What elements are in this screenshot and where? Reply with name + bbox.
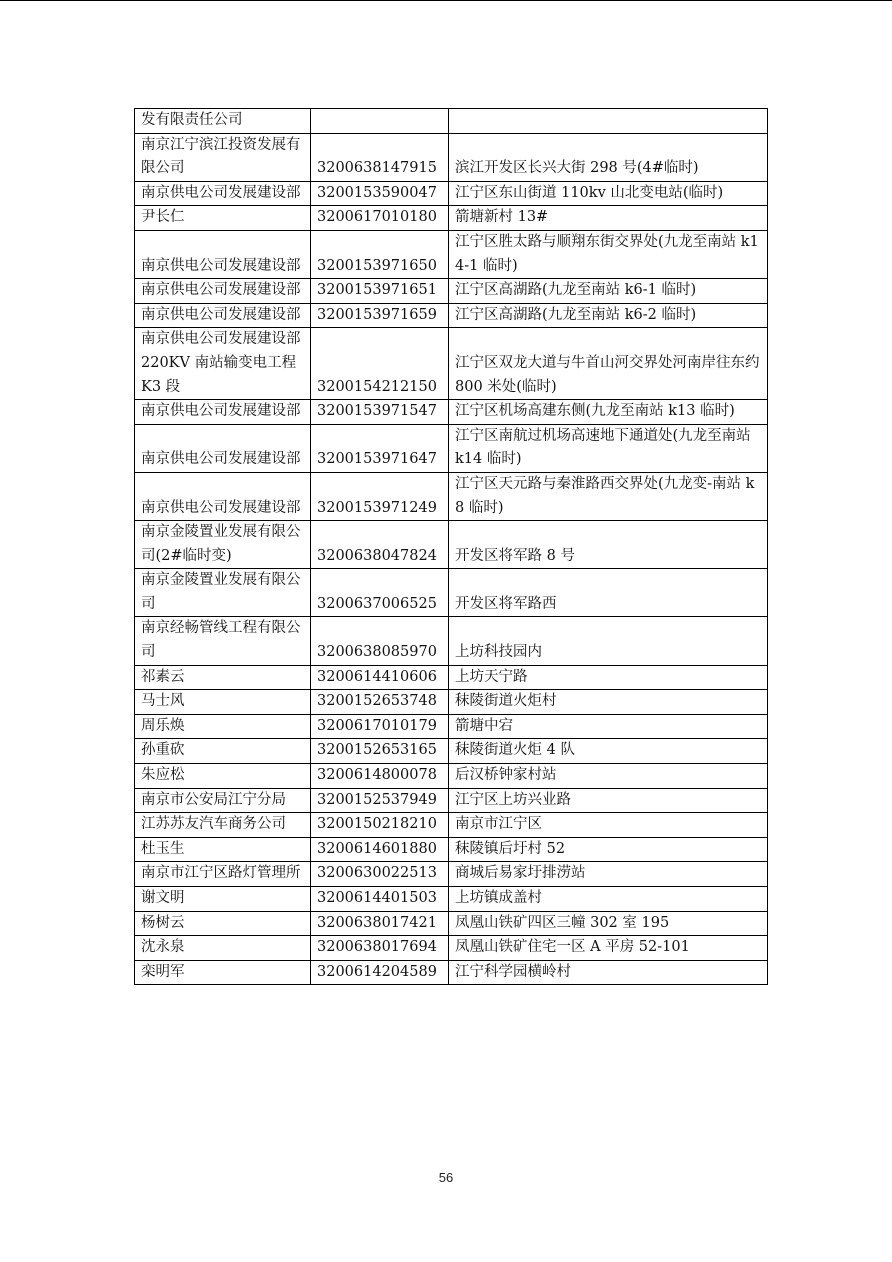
address-cell: 箭塘新村 13#	[449, 206, 768, 231]
top-border-line	[0, 0, 892, 1]
table-row	[135, 569, 768, 617]
account-code-cell: 3200153971647	[311, 424, 449, 472]
table-row	[135, 328, 768, 400]
address-cell: 上坊天宁路	[449, 665, 768, 690]
name-cell: 南京江宁滨江投资发展有限公司	[135, 133, 311, 181]
account-code-cell: 3200152653748	[311, 690, 449, 715]
account-code-cell	[311, 109, 449, 134]
name-cell: 尹长仁	[135, 206, 311, 231]
address-cell: 上坊镇成盖村	[449, 887, 768, 912]
table-row	[135, 206, 768, 231]
name-cell: 南京供电公司发展建设部	[135, 279, 311, 304]
name-cell: 南京供电公司发展建设部 220KV 南站输变电工程 K3 段	[135, 328, 311, 400]
account-code-cell: 3200614204589	[311, 960, 449, 985]
account-code-cell: 3200614800078	[311, 764, 449, 789]
address-cell: 商城后易家圩排涝站	[449, 862, 768, 887]
account-code-cell: 3200153971659	[311, 303, 449, 328]
account-code-cell: 3200638085970	[311, 617, 449, 665]
table-row	[135, 911, 768, 936]
address-cell: 箭塘中宕	[449, 714, 768, 739]
name-cell: 南京金陵置业发展有限公司(2#临时变)	[135, 521, 311, 569]
account-code-cell: 3200638047824	[311, 521, 449, 569]
table-row	[135, 862, 768, 887]
name-cell: 南京金陵置业发展有限公司	[135, 569, 311, 617]
table-row	[135, 521, 768, 569]
account-code-cell: 3200150218210	[311, 813, 449, 838]
name-cell: 南京市公安局江宁分局	[135, 788, 311, 813]
name-cell: 发有限责任公司	[135, 109, 311, 134]
table-row	[135, 936, 768, 961]
address-cell: 南京市江宁区	[449, 813, 768, 838]
table-row	[135, 230, 768, 278]
table-row	[135, 665, 768, 690]
table-row	[135, 133, 768, 181]
name-cell: 周乐焕	[135, 714, 311, 739]
address-cell: 上坊科技园内	[449, 617, 768, 665]
account-code-cell: 3200630022513	[311, 862, 449, 887]
address-cell: 江宁区天元路与秦淮路西交界处(九龙变-南站 k8 临时)	[449, 472, 768, 520]
address-cell: 滨江开发区长兴大街 298 号(4#临时)	[449, 133, 768, 181]
name-cell: 杨树云	[135, 911, 311, 936]
account-code-cell: 3200638147915	[311, 133, 449, 181]
account-code-cell: 3200638017694	[311, 936, 449, 961]
account-code-cell: 3200614401503	[311, 887, 449, 912]
name-cell: 马士风	[135, 690, 311, 715]
name-cell: 南京供电公司发展建设部	[135, 472, 311, 520]
address-cell: 江宁区上坊兴业路	[449, 788, 768, 813]
account-code-cell: 3200614410606	[311, 665, 449, 690]
address-cell: 开发区将军路 8 号	[449, 521, 768, 569]
customer-table	[134, 108, 768, 985]
table-row	[135, 279, 768, 304]
account-code-cell: 3200153971249	[311, 472, 449, 520]
table-row	[135, 400, 768, 425]
address-cell: 江宁区机场高建东侧(九龙至南站 k13 临时)	[449, 400, 768, 425]
name-cell: 南京供电公司发展建设部	[135, 400, 311, 425]
table-row	[135, 109, 768, 134]
address-cell: 后汉桥钟家村站	[449, 764, 768, 789]
name-cell: 孙重砍	[135, 739, 311, 764]
account-code-cell: 3200154212150	[311, 328, 449, 400]
account-code-cell: 3200152537949	[311, 788, 449, 813]
account-code-cell: 3200617010179	[311, 714, 449, 739]
address-cell: 江宁科学园横岭村	[449, 960, 768, 985]
address-cell: 秣陵街道火炬村	[449, 690, 768, 715]
address-cell: 江宁区胜太路与顺翔东街交界处(九龙至南站 k14-1 临时)	[449, 230, 768, 278]
table-row	[135, 472, 768, 520]
address-cell: 凤凰山铁矿住宅一区 A 平房 52-101	[449, 936, 768, 961]
account-code-cell: 3200153971650	[311, 230, 449, 278]
name-cell: 南京供电公司发展建设部	[135, 303, 311, 328]
name-cell: 南京经畅管线工程有限公司	[135, 617, 311, 665]
account-code-cell: 3200614601880	[311, 837, 449, 862]
address-cell: 秣陵镇后圩村 52	[449, 837, 768, 862]
table-row	[135, 764, 768, 789]
name-cell: 南京供电公司发展建设部	[135, 230, 311, 278]
name-cell: 朱应松	[135, 764, 311, 789]
name-cell: 南京供电公司发展建设部	[135, 181, 311, 206]
table-row	[135, 887, 768, 912]
address-cell: 凤凰山铁矿四区三幢 302 室 195	[449, 911, 768, 936]
table-row	[135, 837, 768, 862]
table-row	[135, 788, 768, 813]
address-cell: 江宁区高湖路(九龙至南站 k6-2 临时)	[449, 303, 768, 328]
account-code-cell: 3200153590047	[311, 181, 449, 206]
name-cell: 江苏苏友汽车商务公司	[135, 813, 311, 838]
address-cell	[449, 109, 768, 134]
page-number: 56	[438, 1170, 454, 1185]
table-row	[135, 960, 768, 985]
account-code-cell: 3200153971547	[311, 400, 449, 425]
account-code-cell: 3200153971651	[311, 279, 449, 304]
name-cell: 栾明军	[135, 960, 311, 985]
table-row	[135, 714, 768, 739]
address-cell: 秣陵街道火炬 4 队	[449, 739, 768, 764]
table-row	[135, 690, 768, 715]
address-cell: 江宁区南航过机场高速地下通道处(九龙至南站 k14 临时)	[449, 424, 768, 472]
name-cell: 杜玉生	[135, 837, 311, 862]
name-cell: 谢文明	[135, 887, 311, 912]
name-cell: 沈永泉	[135, 936, 311, 961]
table-row	[135, 739, 768, 764]
table-row	[135, 813, 768, 838]
address-cell: 开发区将军路西	[449, 569, 768, 617]
table-row	[135, 424, 768, 472]
name-cell: 南京供电公司发展建设部	[135, 424, 311, 472]
table-row	[135, 617, 768, 665]
address-cell: 江宁区双龙大道与牛首山河交界处河南岸往东约 800 米处(临时)	[449, 328, 768, 400]
account-code-cell: 3200617010180	[311, 206, 449, 231]
name-cell: 祁素云	[135, 665, 311, 690]
address-cell: 江宁区东山街道 110kv 山北变电站(临时)	[449, 181, 768, 206]
account-code-cell: 3200152653165	[311, 739, 449, 764]
name-cell: 南京市江宁区路灯管理所	[135, 862, 311, 887]
table-row	[135, 303, 768, 328]
account-code-cell: 3200638017421	[311, 911, 449, 936]
table-row	[135, 181, 768, 206]
account-code-cell: 3200637006525	[311, 569, 449, 617]
address-cell: 江宁区高湖路(九龙至南站 k6-1 临时)	[449, 279, 768, 304]
